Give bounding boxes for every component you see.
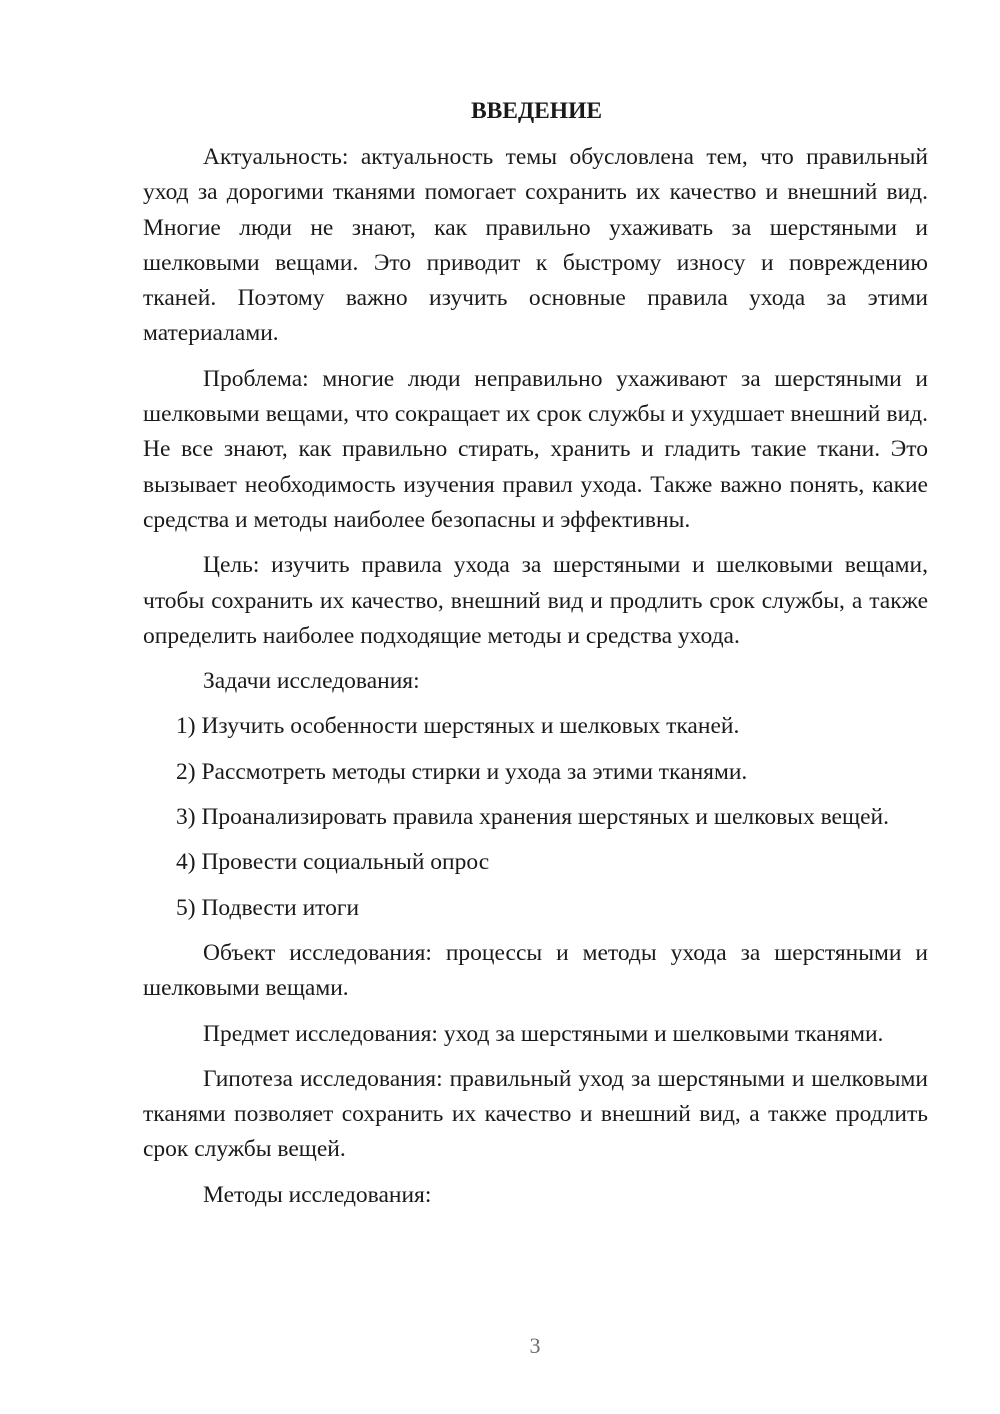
paragraph-goal: Цель: изучить правила ухода за шерстяными и шелковыми вещами, чтобы сохранить их качество, внешний вид и продлить срок службы, а также определить наиболее подходящие методы и средства ухода. xyxy=(143,552,928,649)
page-number: 3 xyxy=(529,1333,541,1358)
paragraph-methods: Методы исследования: xyxy=(203,1181,432,1208)
paragraph-hypothesis: Гипотеза исследования: правильный уход за шерстяными и шелковыми тканями позволяет сохранить их качество и внешний вид, а также продлить срок службы вещей. xyxy=(143,1065,928,1163)
paragraph-tasks-heading: Задачи исследования: xyxy=(203,668,420,695)
paragraph-subject: Предмет исследования: уход за шерстяными и шелковыми тканями. xyxy=(203,1020,884,1047)
task-item-1: 1) Изучить особенности шерстяных и шелковых тканей. xyxy=(176,713,740,740)
paragraph-relevance: Актуальность: актуальность темы обусловлена тем, что правильный уход за дорогими тканями помогает сохранить их качество и внешний вид. Многие люди не знают, как правильно ухаживать за шерстяными и шелковыми вещами. Это приводит к быстрому износу и повреждению тканей. Поэтому важно изучить основные правила ухода за этими материалами. xyxy=(143,144,928,347)
page-content xyxy=(143,94,928,1223)
task-item-4: 4) Провести социальный опрос xyxy=(176,849,490,876)
task-item-3: 3) Проанализировать правила хранения шерстяных и шелковых вещей. xyxy=(176,804,889,831)
paragraph-object: Объект исследования: процессы и методы ухода за шерстяными и шелковыми вещами. xyxy=(143,939,928,1002)
section-title: ВВЕДЕНИЕ xyxy=(470,98,603,124)
task-item-2: 2) Рассмотреть методы стирки и ухода за этими тканями. xyxy=(176,758,748,785)
paragraph-problem: Проблема: многие люди неправильно ухаживают за шерстяными и шелковыми вещами, что сокращает их срок службы и ухудшает внешний вид. Не все знают, как правильно стирать, хранить и гладить такие ткани. Это вызывает необходимость изучения правил ухода. Также важно понять, какие средства и методы наиболее безопасны и эффективны. xyxy=(143,365,928,533)
task-item-5: 5) Подвести итоги xyxy=(176,894,360,921)
